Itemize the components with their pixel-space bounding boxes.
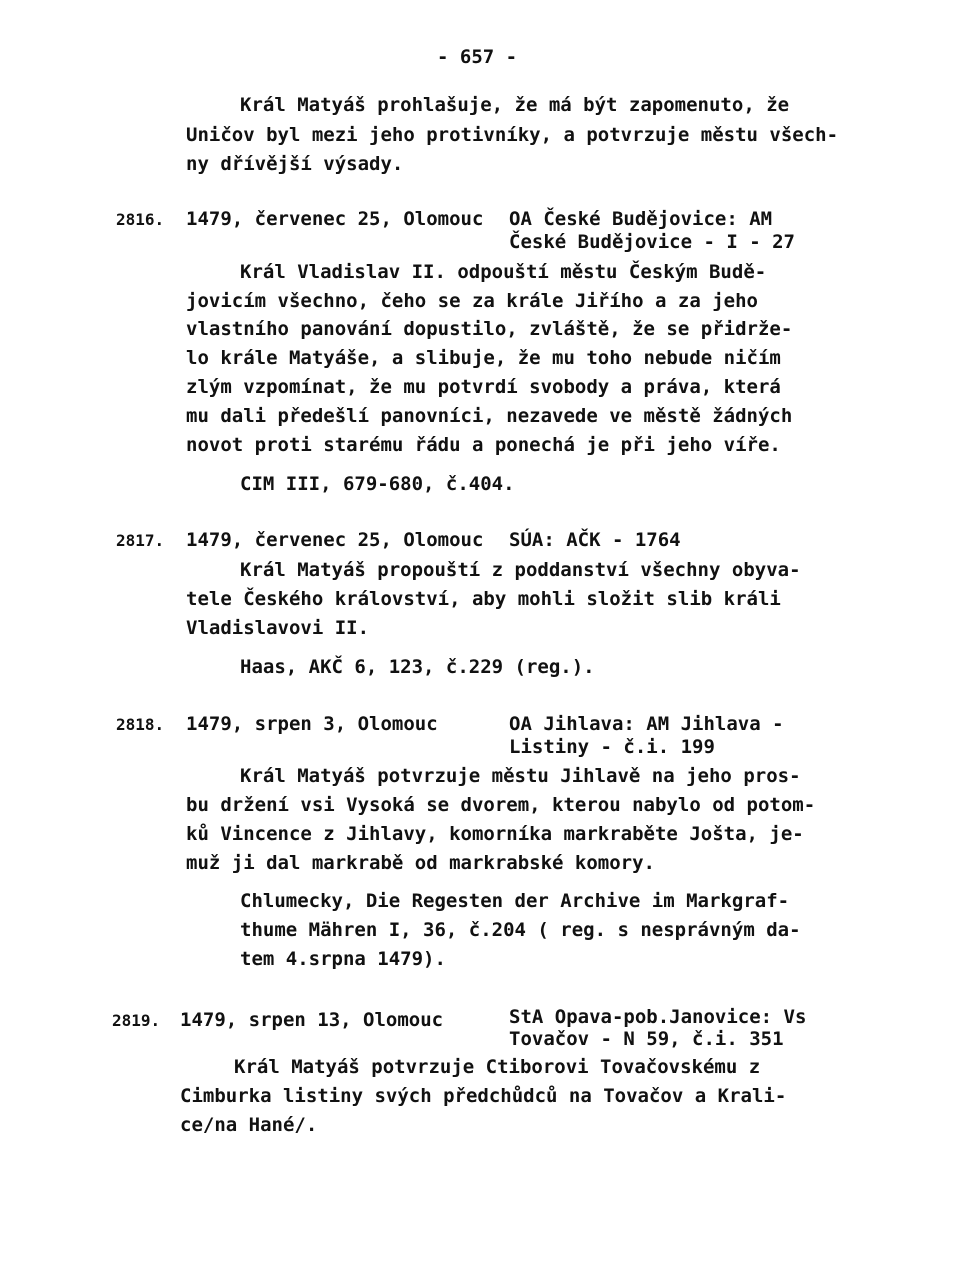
entry-body-line: muž ji dal markrabě od markrabské komory. (186, 852, 655, 874)
entry-number: 2819. (112, 1011, 161, 1030)
entry-number: 2818. (116, 715, 165, 734)
entry-body-line: Král Matyáš potvrzuje městu Jihlavě na jeho pros- (240, 765, 801, 787)
entry-number: 2817. (116, 531, 165, 550)
entry-archive-line: Listiny - č.i. 199 (509, 736, 715, 758)
entry-body-line: Král Matyáš propouští z poddanství všechny obyva- (240, 559, 801, 581)
entry-body-line: tele Českého království, aby mohli složit slib králi (186, 588, 781, 610)
entry-body-line: Král Vladislav II. odpouští městu Českým Budě- (240, 261, 767, 283)
entry-body-line: Cimburka listiny svých předchůdců na Tovačov a Krali- (180, 1085, 787, 1107)
entry-archive-line: Tovačov - N 59, č.i. 351 (509, 1028, 784, 1050)
entry-body-line: Král Matyáš potvrzuje Ctiborovi Tovačovskému z (234, 1056, 761, 1078)
entry-number: 2816. (116, 210, 165, 229)
entry-archive-line: České Budějovice - I - 27 (509, 231, 795, 253)
entry-body-line: bu držení vsi Vysoká se dvorem, kterou nabylo od potom- (186, 794, 816, 816)
entry-date-place: 1479, červenec 25, Olomouc (186, 208, 484, 230)
entry-archive-line: SÚA: AČK - 1764 (509, 529, 681, 551)
entry-reference-line: CIM III, 679-680, č.404. (240, 473, 515, 495)
entry-archive-line: StA Opava-pob.Janovice: Vs (509, 1006, 807, 1028)
entry-archive-line: OA Jihlava: AM Jihlava - (509, 713, 784, 735)
entry-archive-line: OA České Budějovice: AM (509, 208, 773, 230)
entry-body-line: ků Vincence z Jihlavy, komorníka markraběte Jošta, je- (186, 823, 804, 845)
entry-date-place: 1479, srpen 3, Olomouc (186, 713, 438, 735)
entry-body-line: zlým vzpomínat, že mu potvrdí svobody a práva, která (186, 376, 781, 398)
entry-body-line: jovicím všechno, čeho se za krále Jiřího a za jeho (186, 290, 758, 312)
entry-body-line: Vladislavovi II. (186, 617, 370, 639)
entry-date-place: 1479, srpen 13, Olomouc (180, 1009, 444, 1031)
intro-line: Král Matyáš prohlašuje, že má být zapomenuto, že (240, 94, 790, 116)
entry-body-line: mu dali předešlí panovníci, nezavede ve městě žádných (186, 405, 793, 427)
entry-body-line: lo krále Matyáše, a slibuje, že mu toho nebude ničím (186, 347, 781, 369)
entry-reference-line: Chlumecky, Die Regesten der Archive im Markgraf- (240, 890, 790, 912)
entry-reference-line: tem 4.srpna 1479). (240, 948, 446, 970)
page-number: - 657 - (437, 46, 518, 68)
intro-line: Uničov byl mezi jeho protivníky, a potvrzuje městu všech- (186, 124, 839, 146)
entry-reference-line: thume Mähren I, 36, č.204 ( reg. s nesprávným da- (240, 919, 801, 941)
entry-body-line: ce/na Hané/. (180, 1114, 318, 1136)
intro-line: ny dřívější výsady. (186, 153, 404, 175)
entry-date-place: 1479, červenec 25, Olomouc (186, 529, 484, 551)
entry-body-line: novot proti starému řádu a ponechá je při jeho víře. (186, 434, 781, 456)
entry-body-line: vlastního panování dopustilo, zvláště, že se přidrže- (186, 318, 793, 340)
entry-reference-line: Haas, AKČ 6, 123, č.229 (reg.). (240, 656, 595, 678)
